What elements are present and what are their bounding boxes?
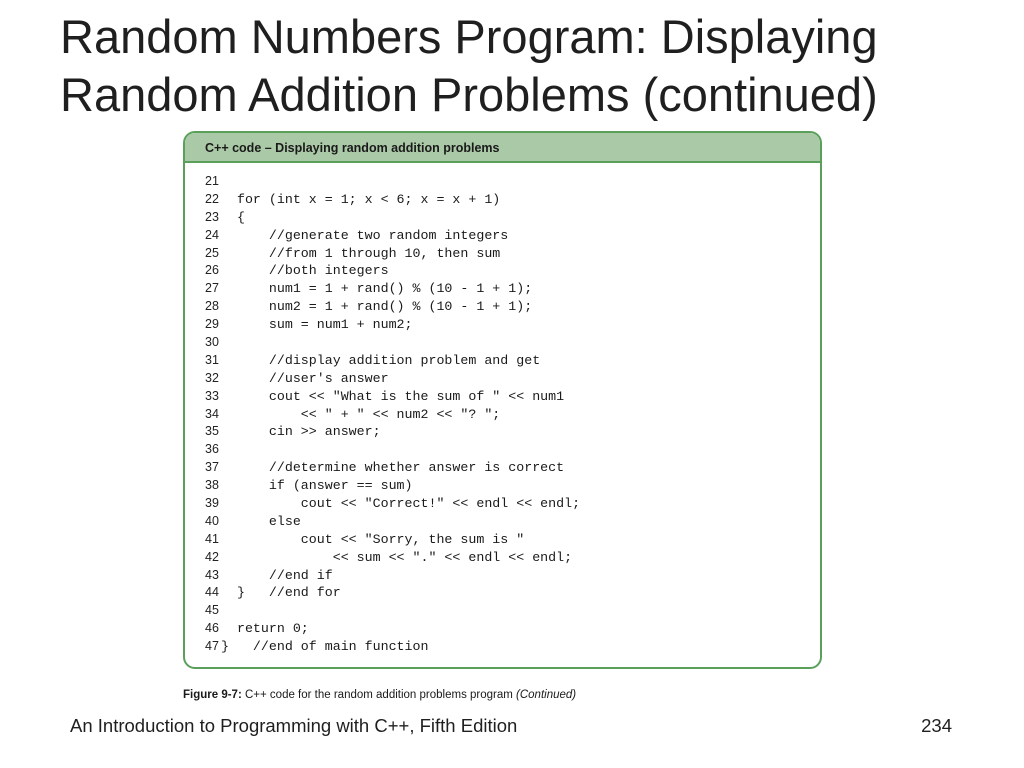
code-line <box>185 262 820 280</box>
code-line-number: 45 <box>205 603 219 618</box>
code-line-text: //both integers <box>221 263 389 279</box>
code-line <box>185 584 820 602</box>
code-line-number: 32 <box>205 370 219 385</box>
code-line <box>185 495 820 513</box>
code-line-text: for (int x = 1; x < 6; x = x + 1) <box>221 191 501 207</box>
code-line-number: 33 <box>205 388 219 403</box>
code-line-text: num2 = 1 + rand() % (10 - 1 + 1); <box>221 299 533 315</box>
code-line <box>185 370 820 388</box>
code-line <box>185 638 820 656</box>
code-line-number: 40 <box>205 513 219 528</box>
code-line-number: 25 <box>205 245 219 260</box>
code-line-number: 24 <box>205 227 219 242</box>
code-line-number: 34 <box>205 406 219 421</box>
code-line-number: 31 <box>205 352 219 367</box>
code-line-number: 38 <box>205 478 219 493</box>
code-line-number: 30 <box>205 335 219 350</box>
code-line-text: //generate two random integers <box>221 227 509 243</box>
code-line <box>185 280 820 298</box>
footer-book-title: An Introduction to Programming with C++, Fifth Edition <box>70 715 518 736</box>
code-line-number: 26 <box>205 263 219 278</box>
code-line-text: num1 = 1 + rand() % (10 - 1 + 1); <box>221 281 533 297</box>
code-line-text: cout << "What is the sum of " << num1 <box>221 388 565 404</box>
code-line-text: << sum << "." << endl << endl; <box>221 549 573 565</box>
code-line <box>185 227 820 245</box>
code-line-number: 36 <box>205 442 219 457</box>
code-line-text: //display addition problem and get <box>221 352 541 368</box>
code-line-text: } //end for <box>221 585 341 601</box>
code-line-number: 41 <box>205 531 219 546</box>
code-line-number: 47 <box>205 639 219 654</box>
code-line <box>185 209 820 227</box>
code-line <box>185 316 820 334</box>
code-line-number: 39 <box>205 496 219 511</box>
code-line <box>185 173 820 191</box>
code-line-number: 43 <box>205 567 219 582</box>
code-line-number: 23 <box>205 209 219 224</box>
code-line-text: if (answer == sum) <box>221 478 413 494</box>
code-line-text: else <box>221 513 301 529</box>
code-line-text: cin >> answer; <box>221 424 381 440</box>
code-line-text: //end if <box>221 567 333 583</box>
code-line <box>185 352 820 370</box>
slide-title <box>60 8 980 124</box>
code-line-number: 37 <box>205 460 219 475</box>
code-figure-box <box>183 131 822 669</box>
code-line-text: << " + " << num2 << "? "; <box>221 406 501 422</box>
code-line <box>185 388 820 406</box>
code-line <box>185 477 820 495</box>
code-line <box>185 620 820 638</box>
code-line <box>185 191 820 209</box>
code-line-number: 44 <box>205 585 219 600</box>
code-figure-header: C++ code – Displaying random addition problems <box>185 133 820 163</box>
code-line-text: { <box>221 209 245 225</box>
code-line-number: 28 <box>205 299 219 314</box>
figure-caption-continued: (Continued) <box>516 689 577 701</box>
code-line <box>185 549 820 567</box>
code-line-number: 35 <box>205 424 219 439</box>
code-line-number: 46 <box>205 621 219 636</box>
code-line-number: 29 <box>205 317 219 332</box>
figure-caption <box>183 689 576 701</box>
code-line-number: 22 <box>205 191 219 206</box>
code-line-number: 27 <box>205 281 219 296</box>
code-line-number: 21 <box>205 174 219 188</box>
figure-caption-text: C++ code for the random addition problems program <box>241 689 517 701</box>
slide-title-line-1: Random Numbers Program: Displaying <box>60 10 878 63</box>
code-line <box>185 423 820 441</box>
code-line-text: //determine whether answer is correct <box>221 460 565 476</box>
code-line <box>185 459 820 477</box>
code-listing <box>185 173 820 656</box>
code-line-text: cout << "Sorry, the sum is " <box>221 531 525 547</box>
code-line <box>185 531 820 549</box>
code-line-text: //user's answer <box>221 370 389 386</box>
code-line-text: return 0; <box>221 621 309 637</box>
code-line <box>185 513 820 531</box>
code-line <box>185 567 820 585</box>
code-line <box>185 441 820 459</box>
figure-caption-label: Figure 9-7: <box>183 689 242 701</box>
code-line <box>185 298 820 316</box>
code-line-text: sum = num1 + num2; <box>221 317 413 333</box>
code-line <box>185 245 820 263</box>
code-line <box>185 602 820 620</box>
code-line <box>185 406 820 424</box>
footer-page-number: 234 <box>921 715 952 736</box>
code-line-text: } //end of main function <box>221 639 429 655</box>
code-line-text: cout << "Correct!" << endl << endl; <box>221 496 581 512</box>
code-line <box>185 334 820 352</box>
code-line-text: //from 1 through 10, then sum <box>221 245 501 261</box>
slide-title-line-2: Random Addition Problems (continued) <box>60 68 878 121</box>
code-line-number: 42 <box>205 549 219 564</box>
